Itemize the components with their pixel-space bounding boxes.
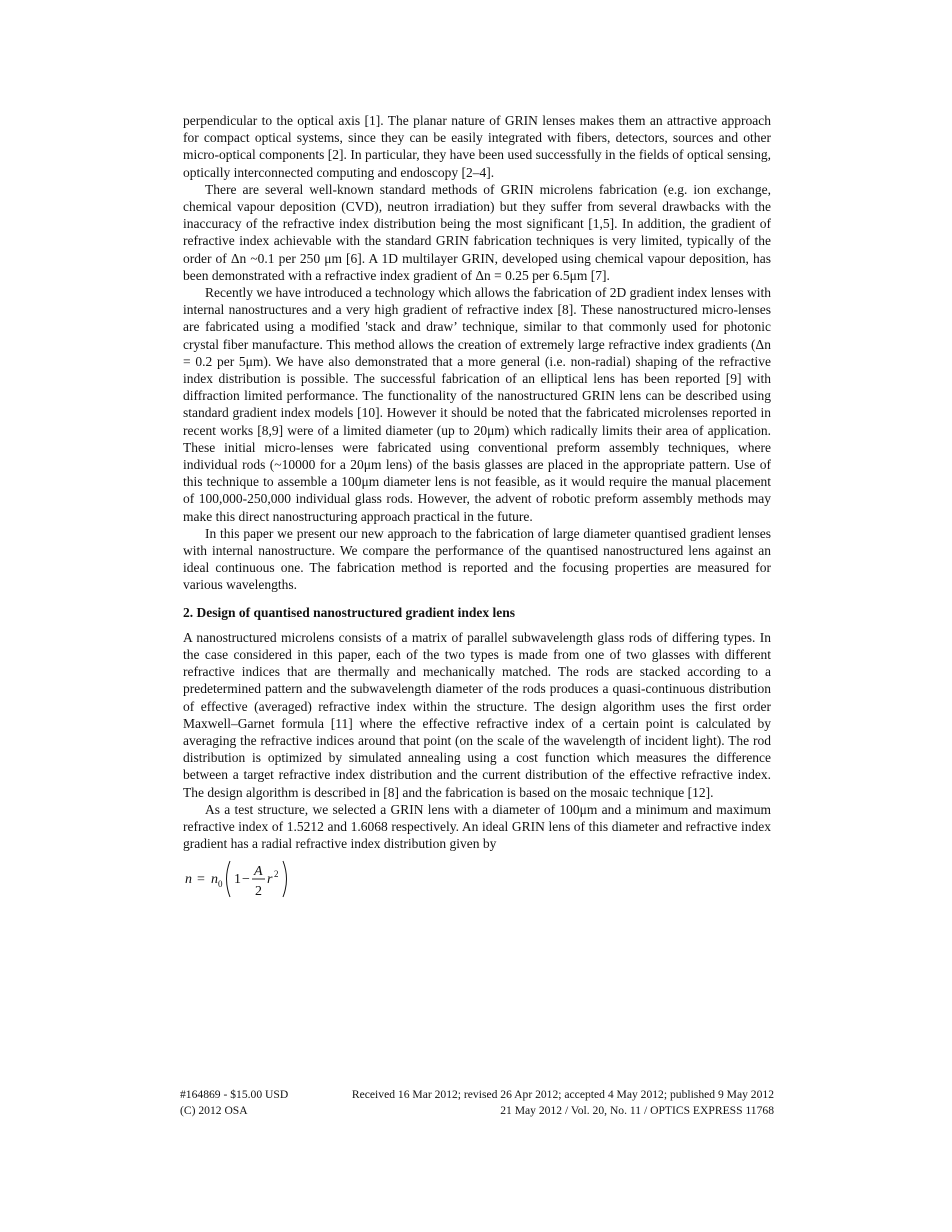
page-body xyxy=(183,112,771,902)
eq-n0: n xyxy=(211,872,218,888)
eq-frac-numerator: A xyxy=(254,864,263,880)
eq-lhs: n xyxy=(185,872,192,888)
paragraph-nanostructured-technology: Recently we have introduced a technology which allows the fabrication of 2D gradient index lenses with internal nanostructures and a very high gradient of refractive index [8]. These nanostructured micro-lenses are fabricated using a modified 'stack and draw’ technique, similar to that commonly used for photonic crystal fiber manufacture. This method allows the creation of extremely large refractive index gradients (Δn = 0.2 per 5μm). We have also demonstrated that a more general (i.e. non-radial) shaping of the refractive index distribution is possible. The successful fabrication of an elliptical lens has been reported [9] with diffraction limited performance. The functionality of the nanostructured GRIN lens can be described using standard gradient index models [10]. However it should be noted that the fabricated microlenses reported in recent works [8,9] were of a limited diameter (up to 20μm) which radically limits their area of application. These initial micro-lenses were fabricated using conventional preform assembly techniques, where individual rods (~10000 for a 20μm lens) of the basis glasses are placed in the appropriate pattern. Use of this technique to assemble a 100μm diameter lens is not feasible, as it would require the manual placement of 100,000-250,000 individual glass rods. However, the advent of robotic preform assembly methods may make this direct nanostructuring approach practical in the future. xyxy=(183,285,771,524)
eq-one: 1 xyxy=(234,872,241,888)
footer-row-1 xyxy=(180,1087,774,1103)
footer-price: #164869 - $15.00 USD xyxy=(180,1088,289,1101)
paragraph-paper-overview: In this paper we present our new approach to the fabrication of large diameter quantised gradient lenses with internal nanostructure. We compare the performance of the quantised nanostructured lens against an ideal continuous one. The fabrication method is reported and the focusing properties are measured for various wavelengths. xyxy=(183,525,771,593)
eq-r-exponent: 2 xyxy=(274,869,279,880)
paragraph-test-structure: As a test structure, we selected a GRIN lens with a diameter of 100μm and a minimum and maximum refractive index of 1.5212 and 1.6068 respectively. An ideal GRIN lens of this diameter and refractive index gradient has a radial refractive index distribution given by xyxy=(183,801,771,852)
paragraph-continuation: perpendicular to the optical axis [1]. The planar nature of GRIN lenses makes them an attractive approach for compact optical systems, since they can be easily integrated with fibers, detectors, sources and other micro-optical components [2]. In particular, they have been used successfully in the fields of optical sensing, optically interconnected computing and endoscopy [2–4]. xyxy=(183,113,771,180)
equation-graphic xyxy=(183,858,323,902)
paragraph-design-description: A nanostructured microlens consists of a matrix of parallel subwavelength glass rods of differing types. In the case considered in this paper, each of the two types is made from one of two glasses with different refractive indices that are thermally and mechanically matched. The rods are stacked according to a predetermined pattern and the subwavelength diameter of the rods produces a quasi-continuous distribution of effective (averaged) refractive index within the structure. The design algorithm uses the first order Maxwell–Garnet formula [11] where the effective refractive index of a certain point is calculated by averaging the refractive indices around that point (on the scale of the wavelength of incident light). The rod distribution is optimized by simulated annealing using a cost function which measures the difference between a target refractive index distribution and the current distribution of the effective refractive index. The design algorithm is described in [8] and the fabrication is based on the mosaic technique [12]. xyxy=(183,629,771,800)
footer-citation: 21 May 2012 / Vol. 20, No. 11 / OPTICS EXPRESS 11768 xyxy=(500,1104,774,1117)
eq-left-paren xyxy=(227,861,231,897)
footer-row-2 xyxy=(180,1103,774,1119)
eq-r: r xyxy=(267,872,273,888)
page-footer xyxy=(180,1087,774,1119)
paragraph-fabrication-methods: There are several well-known standard methods of GRIN microlens fabrication (e.g. ion exchange, chemical vapour deposition (CVD), neutron irradiation) but they suffer from several drawbacks with the inaccuracy of the refractive index distribution being the most significant [1,5]. In addition, the gradient of refractive index achievable with the standard GRIN fabrication techniques is very limited, typically of the order of Δn ~0.1 per 250 μm [6]. A 1D multilayer GRIN, developed using chemical vapour deposition, has been demonstrated with a refractive index gradient of Δn = 0.25 per 6.5μm [7]. xyxy=(183,181,771,283)
section-heading: 2. Design of quantised nanostructured gradient index lens xyxy=(183,604,516,620)
eq-frac-denominator: 2 xyxy=(255,884,262,900)
footer-dates: Received 16 Mar 2012; revised 26 Apr 2012; accepted 4 May 2012; published 9 May 2012 xyxy=(351,1088,774,1101)
eq-n0-subscript: 0 xyxy=(218,879,223,890)
eq-minus: − xyxy=(242,872,250,888)
equation-refractive-index xyxy=(183,858,771,902)
footer-copyright: (C) 2012 OSA xyxy=(180,1104,248,1117)
eq-right-paren xyxy=(283,861,287,897)
eq-equals: = xyxy=(197,872,205,888)
